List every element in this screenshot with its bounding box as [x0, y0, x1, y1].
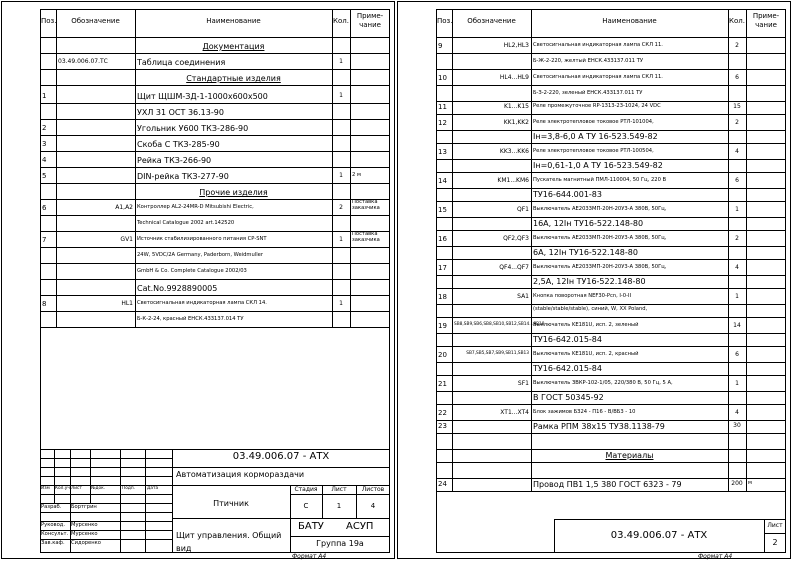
row-name: Реле электротепловое токовое РТЛ-100504,	[533, 148, 654, 154]
row-designation: KK1,KK2	[503, 119, 529, 126]
row-name: Выключатель АЕ2033МП-20Н-20У3-А 380В, 50Гц,	[533, 206, 667, 212]
row-name: Кнопка поворотная NEF30-Pcn, I-0-II	[533, 293, 632, 299]
row-name: В ГОСТ 50345-92	[533, 393, 604, 402]
row-position: 15	[438, 206, 447, 214]
stage-label: Стадия	[294, 486, 318, 493]
row-name: Выключатель KE181U, исп. 2, красный	[533, 351, 639, 357]
row-quantity: 1	[339, 58, 343, 65]
role-consultant: Консульт.	[41, 531, 69, 537]
section-title: Стандартные изделия	[186, 74, 281, 83]
row-designation: SA1	[517, 293, 529, 300]
row-name: Рамка РПМ 38x15 ТУ38.1138-79	[533, 422, 665, 431]
row-name: 6А, 12Iн ТУ16-522.148-80	[533, 248, 638, 257]
format-label: Формат А4	[698, 553, 733, 560]
row-quantity: 1	[339, 236, 343, 243]
row-name: 24W, 5VDC/2A Germany, Paderborn, Weidmuller	[137, 252, 263, 258]
row-quantity: 4	[735, 409, 739, 416]
row-name: Реле промежуточное RP-1313-23-1024, 24 VDC	[533, 103, 661, 109]
sheet-1-spec-table	[40, 9, 390, 449]
row-designation: HL2,HL3	[503, 42, 529, 49]
row-quantity: 2	[735, 42, 739, 49]
row-position: 7	[42, 236, 47, 244]
row-position: 13	[438, 148, 447, 156]
row-name: Выключатель KE181U, исп. 2, зеленый	[533, 322, 639, 328]
sheets-value: 4	[370, 502, 376, 510]
row-position: 22	[438, 409, 447, 417]
sheet-2-spec-table	[436, 9, 786, 519]
row-name: Пускатель магнитный ПМЛ-110004, 50 Гц, 220 В	[533, 177, 667, 183]
format-label: Формат А4	[292, 553, 327, 560]
row-name: Светосигнальная индикаторная лампа СКЛ 14.	[137, 300, 267, 306]
row-name: Щит ЩШМ-ЗД-1-1000x600x500	[137, 92, 268, 101]
row-name: Блок зажимов БЗ24 - П16 - В/ВБ3 - 10	[533, 409, 636, 415]
row-name: (stable/stable/stable), синий, W, XX Poland,	[533, 306, 648, 312]
row-position: 9	[438, 42, 443, 50]
row-position: 6	[42, 204, 47, 212]
sheet-2-title-block	[554, 519, 786, 553]
row-note: Поставка заказчика	[352, 231, 380, 243]
name-consultant: Мурсенко	[71, 531, 98, 537]
col-header-designation: Обозначение	[71, 17, 120, 25]
row-name: 2,5А, 12Iн ТУ16-522.148-80	[533, 277, 646, 286]
sheet-label: Лист	[767, 522, 783, 529]
row-name: Угольник У600 ТКЗ-286-90	[137, 124, 249, 133]
row-position: 18	[438, 293, 447, 301]
name-developer: Бортгрин	[71, 504, 97, 510]
row-name: Рейка ТКЗ-266-90	[137, 156, 212, 165]
row-designation: QF2,QF3	[503, 235, 529, 242]
row-quantity: 2	[735, 119, 739, 126]
row-name: Iн=3,8-6,0 А ТУ 16-523.549-82	[533, 132, 658, 141]
row-quantity: 1	[735, 293, 739, 300]
col-doc: №док.	[91, 486, 106, 491]
col-header-pos: Поз.	[437, 17, 453, 25]
group-name: Группа 19а	[316, 539, 364, 548]
col-list: Лист	[71, 486, 82, 491]
sheet-label: Лист	[331, 486, 347, 493]
row-name: GmbH & Co. Complete Catalogue 2002/03	[137, 268, 247, 274]
row-designation: QF1	[517, 206, 529, 213]
col-podp: Подп.	[122, 486, 136, 491]
row-position: 12	[438, 119, 447, 127]
row-quantity: 6	[735, 177, 739, 184]
row-name: Б-Ж-2-220, желтый ЕНСК.433137.011 ТУ	[533, 58, 644, 64]
row-name: Реле электротепловое токовое РТЛ-101004,	[533, 119, 654, 125]
row-name: Светосигнальная индикаторная лампа СКЛ 11.	[533, 74, 663, 80]
sheet-name: Птичник	[213, 499, 249, 508]
doc-code: 03.49.006.07 - АТХ	[610, 530, 708, 541]
row-position: 14	[438, 177, 447, 185]
row-position: 4	[42, 156, 47, 164]
row-note: Поставка заказчика	[352, 199, 380, 211]
row-name: ТУ16-644.001-83	[533, 190, 602, 199]
row-quantity: 4	[735, 148, 739, 155]
col-header-name: Наименование	[206, 17, 261, 25]
name-supervisor: Мурсенко	[71, 522, 98, 528]
row-quantity: 2	[735, 235, 739, 242]
row-position: 16	[438, 235, 447, 243]
row-position: 17	[438, 264, 447, 272]
row-note: м	[748, 480, 752, 486]
row-designation: SF1	[517, 380, 529, 387]
row-quantity: 1	[339, 92, 343, 99]
col-header-note: Приме-чание	[752, 12, 780, 29]
row-name: Cat.No.9928890005	[137, 284, 218, 293]
row-position: 8	[42, 300, 47, 308]
sheet-1-title-block	[40, 449, 390, 553]
section-title: Прочие изделия	[199, 188, 268, 197]
row-position: 21	[438, 380, 447, 388]
row-name: Таблица соединения	[137, 58, 226, 67]
row-name: Technical Catalogue 2002 art.142520	[137, 220, 235, 226]
row-position: 11	[438, 103, 447, 111]
stage-value: С	[303, 502, 309, 510]
row-position: 23	[438, 422, 447, 430]
row-position: 24	[438, 480, 447, 488]
row-quantity: 1	[339, 172, 343, 179]
row-designation: A1,A2	[115, 204, 133, 211]
name-head: Сидоренко	[71, 540, 101, 546]
row-name: ТУ16-642.015-84	[533, 335, 602, 344]
row-quantity: 1	[735, 380, 739, 387]
row-position: 2	[42, 124, 47, 132]
row-quantity: 1	[339, 300, 343, 307]
row-designation: 03.49.006.07.ТС	[58, 58, 108, 65]
row-name: 16А, 12Iн ТУ16-522.148-80	[533, 219, 644, 228]
row-position: 5	[42, 172, 47, 180]
sheet-value: 1	[336, 502, 342, 510]
row-name: Б-К-2-24, красный ЕНСК.433137.014 ТУ	[137, 316, 244, 322]
section-title: Материалы	[605, 451, 654, 460]
row-designation: KM1...KM6	[497, 177, 529, 184]
role-supervisor: Руковод.	[41, 522, 65, 528]
row-quantity: 1	[735, 206, 739, 213]
org-name-2: АСУП	[346, 521, 374, 532]
col-header-qty: Кол.	[729, 17, 745, 25]
row-name: ТУ16-642.015-84	[533, 364, 602, 373]
row-quantity: 14	[733, 322, 741, 329]
row-designation: SB8,SB9,SB6,SB8,SB10,SB12,SB14...SB18	[454, 322, 545, 327]
row-quantity: 6	[735, 74, 739, 81]
row-name: Источник стабилизированного питания CP-SNT	[137, 236, 267, 242]
org-name-1: БАТУ	[298, 521, 324, 532]
row-name: Выключатель ЗВКР-102-1/05, 220/380 В, 50 Гц, 5 А,	[533, 380, 673, 386]
role-head: Зав.каф.	[41, 540, 65, 546]
row-designation: SB7,SB5,SB7,SB9,SB11,SB13	[466, 351, 529, 356]
row-name: Выключатель АЕ2033МП-20Н-20У3-А 380В, 50Гц,	[533, 264, 667, 270]
project-title: Автоматизация кормораздачи	[176, 470, 305, 479]
sheets-label: Листов	[361, 486, 385, 493]
col-kol: Кол.уч	[55, 486, 70, 491]
col-header-designation: Обозначение	[467, 17, 516, 25]
col-header-qty: Кол.	[333, 17, 349, 25]
col-data: Дата	[147, 486, 159, 491]
row-designation: K1...K15	[503, 103, 529, 110]
row-name: Провод ПВ1 1,5 380 ГОСТ 6323 - 79	[533, 480, 682, 489]
doc-code: 03.49.006.07 - АТХ	[232, 451, 330, 462]
row-name: Iн=0,61-1,0 А ТУ 16-523.549-82	[533, 161, 663, 170]
row-note: 2 м	[352, 172, 361, 178]
row-quantity: 15	[733, 103, 741, 110]
row-position: 1	[42, 92, 47, 100]
section-title: Документация	[202, 42, 265, 51]
row-quantity: 200	[731, 480, 743, 487]
col-header-name: Наименование	[602, 17, 657, 25]
row-quantity: 6	[735, 351, 739, 358]
col-header-pos: Поз.	[41, 17, 57, 25]
row-name: Скоба С ТКЗ-285-90	[137, 140, 220, 149]
row-position: 3	[42, 140, 47, 148]
row-designation: GV1	[120, 236, 133, 243]
sheet-2	[397, 1, 791, 559]
panel-name: Щит управления. Общий вид	[176, 531, 282, 553]
row-designation: QF4...QF7	[499, 264, 529, 271]
row-designation: KK3...KK6	[499, 148, 529, 155]
row-designation: HL4...HL9	[499, 74, 529, 81]
row-position: 19	[438, 322, 447, 330]
sheet-value: 2	[772, 538, 778, 547]
row-position: 20	[438, 351, 447, 359]
role-developer: Разраб.	[41, 504, 62, 510]
col-header-note: Приме-чание	[356, 12, 384, 29]
row-quantity: 30	[733, 422, 741, 429]
row-name: УХЛ 31 ОСТ 36.13-90	[137, 108, 224, 117]
row-name: Б-З-2-220, зеленый ЕНСК.433137.011 ТУ	[533, 90, 643, 96]
row-name: Выключатель АЕ2033МП-20Н-20У3-А 380В, 50Гц,	[533, 235, 667, 241]
col-izm: Изм	[41, 486, 50, 491]
row-name: DIN-рейка ТКЗ-277-90	[137, 172, 229, 181]
sheet-1	[1, 1, 395, 559]
row-name: Светосигнальная индикаторная лампа СКЛ 11.	[533, 42, 663, 48]
row-quantity: 2	[339, 204, 343, 211]
row-quantity: 4	[735, 264, 739, 271]
row-position: 10	[438, 74, 447, 82]
row-designation: HL1	[121, 300, 133, 307]
row-designation: XT1...XT4	[500, 409, 529, 416]
row-name: Контроллер AL2-24MR-D Mitsubishi Electric,	[137, 204, 254, 210]
